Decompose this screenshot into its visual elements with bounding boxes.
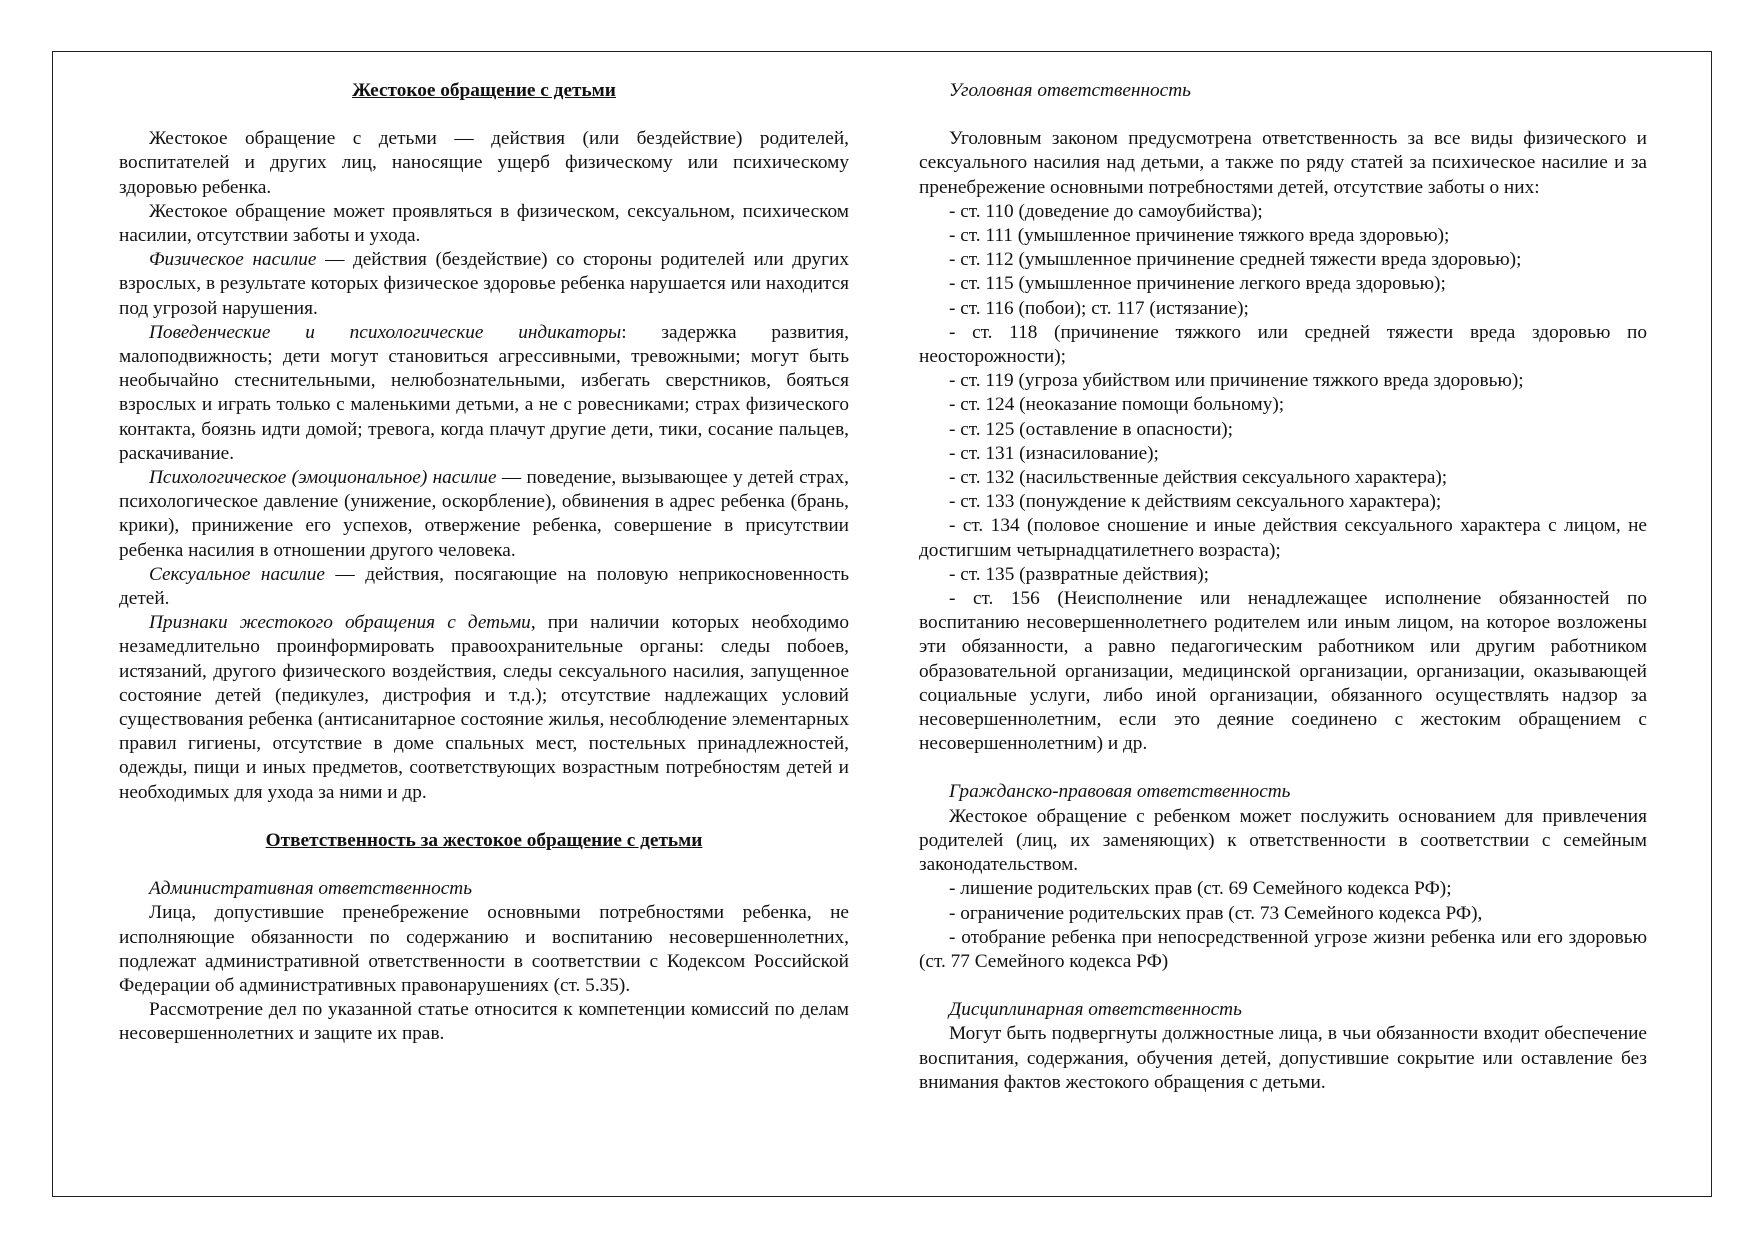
disciplinary-heading: Дисциплинарная ответственность	[949, 999, 1242, 1021]
list-item: - ст. 134 (половое сношение и иные действия сексуального характера с лицом, не достигшим четырнадцатилетнего возраста);	[919, 515, 1647, 561]
criminal-paragraph: Уголовным законом предусмотрена ответственность за все виды физического и сексуального насилия над детьми, а также по ряду статей за психическое насилие и за пренебрежение основными потребностями детей, отсутствие заботы о них:	[919, 128, 1647, 198]
criminal-heading: Уголовная ответственность	[949, 80, 1191, 101]
list-item: - ст. 110 (доведение до самоубийства);	[949, 200, 1263, 222]
list-item: - ст. 119 (угроза убийством или причинение тяжкого вреда здоровью);	[949, 370, 1524, 392]
indicators-text: : задержка развития, малоподвижность; дети могут становиться агрессивными, тревожными; могут быть необычайно стеснительными, нелюбознательными, избегать сверстников, бояться взрослых и играть только с маленькими детьми, а не с ровесниками; страх физического контакта, боязнь идти домой; тревога, когда плачут другие дети, тики, сосание пальцев, раскачивание.	[119, 321, 849, 464]
psychological-violence-paragraph	[119, 466, 849, 563]
civil-measures-list	[919, 877, 1647, 974]
list-item: - ст. 116 (побои); ст. 117 (истязание);	[949, 297, 1249, 319]
forms-paragraph: Жестокое обращение может проявляться в физическом, сексуальном, психическом насилии, отсутствии заботы и ухода.	[119, 200, 849, 247]
indicators-term: Поведенческие и психологические индикаторы	[149, 321, 622, 343]
page-frame	[52, 51, 1712, 1197]
list-item: - ст. 124 (неоказание помощи больному);	[949, 394, 1285, 416]
administrative-paragraph-2: Рассмотрение дел по указанной статье относится к компетенции комиссий по делам несовершеннолетних и защите их прав.	[119, 999, 849, 1045]
list-item: - ст. 135 (развратные действия);	[949, 563, 1210, 585]
physical-violence-term: Физическое насилие	[149, 249, 317, 271]
civil-heading: Гражданско-правовая ответственность	[949, 781, 1291, 803]
sexual-violence-text: — действия, посягающие на половую неприкосновенность детей.	[119, 563, 849, 610]
physical-violence-paragraph	[119, 248, 849, 321]
sexual-violence-term: Сексуальное насилие	[149, 563, 325, 585]
physical-violence-text: — действия (бездействие) со стороны родителей или других взрослых, в результате которых физическое здоровье ребенка нарушается или находится под угрозой нарушения.	[119, 249, 850, 319]
list-item: - ст. 112 (умышленное причинение средней тяжести вреда здоровью);	[949, 249, 1522, 271]
administrative-heading: Административная ответственность	[149, 878, 472, 900]
psychological-violence-term: Психологическое (эмоциональное) насилие	[149, 467, 497, 489]
left-column	[119, 79, 849, 1047]
signs-text: , при наличии которых необходимо незамедлительно проинформировать правоохранительные органы: следы побоев, истязаний, другого физического воздействия, следы сексуального насилия, запущенное состояние детей (педикулез, дистрофия и т.д.); отсутствие надлежащих условий существования ребенка (антисанитарное состояние жилья, несоблюдение элементарных правил гигиены, отсутствие в доме спальных мест, постельных принадлежностей, одежды, пищи и иных предметов, соответствующих возрастным потребностям детей и необходимых для ухода за ними и др.	[119, 612, 849, 803]
list-item: - ст. 131 (изнасилование);	[949, 442, 1159, 464]
list-item: - ст. 118 (причинение тяжкого или средней тяжести вреда здоровью по неосторожности);	[919, 321, 1647, 368]
list-item: - отобрание ребенка при непосредственной угрозе жизни ребенка или его здоровью (ст. 77 Семейного кодекса РФ)	[919, 926, 1647, 972]
list-item: - лишение родительских прав (ст. 69 Семейного кодекса РФ);	[949, 878, 1452, 900]
list-item: - ст. 111 (умышленное причинение тяжкого вреда здоровью);	[949, 225, 1450, 247]
administrative-paragraph-1: Лица, допустившие пренебрежение основными потребностями ребенка, не исполняющие обязанности по содержанию и воспитанию несовершеннолетних, подлежат административной ответственности в соответствии с Кодексом Российской Федерации об административных правонарушениях (ст. 5.35).	[119, 902, 849, 996]
signs-paragraph	[119, 611, 849, 805]
list-item: - ст. 125 (оставление в опасности);	[949, 418, 1234, 440]
civil-paragraph: Жестокое обращение с ребенком может послужить основанием для привлечения родителей (лиц, их заменяющих) к ответственности в соответствии с семейным законодательством.	[919, 805, 1647, 876]
right-column	[919, 79, 1647, 1095]
indicators-paragraph	[119, 321, 849, 466]
signs-term: Признаки жестокого обращения с детьми	[149, 612, 531, 634]
responsibility-title: Ответственность за жестокое обращение с детьми	[265, 829, 703, 851]
main-title: Жестокое обращение с детьми	[352, 80, 616, 101]
list-item: - ст. 133 (понуждение к действиям сексуального характера);	[949, 491, 1442, 513]
list-item: - ст. 156 (Неисполнение или ненадлежащее исполнение обязанностей по воспитанию несовершеннолетнего родителем или иным лицом, на которое возложены эти обязанности, а равно педагогическим работником или другим работником образовательной организации, медицинской организации, организации, оказывающей социальные услуги, либо иной организации, обязанного осуществлять надзор за несовершеннолетним, если это деяние соединено с жестоким обращением с несовершеннолетним) и др.	[919, 588, 1647, 755]
list-item: - ограничение родительских прав (ст. 73 Семейного кодекса РФ),	[949, 902, 1483, 924]
disciplinary-paragraph: Могут быть подвергнуты должностные лица, в чьи обязанности входит обеспечение воспитания, содержания, обучения детей, допустившие сокрытие или оставление без внимания фактов жестокого обращения с детьми.	[919, 1023, 1647, 1093]
criminal-articles-list	[919, 200, 1647, 757]
sexual-violence-paragraph	[119, 563, 849, 611]
list-item: - ст. 132 (насильственные действия сексуального характера);	[949, 467, 1448, 489]
definition-paragraph: Жестокое обращение с детьми — действия (или бездействие) родителей, воспитателей и других лиц, наносящие ущерб физическому или психическому здоровью ребенка.	[119, 128, 849, 198]
list-item: - ст. 115 (умышленное причинение легкого вреда здоровью);	[949, 273, 1446, 295]
psychological-violence-text: — поведение, вызывающее у детей страх, психологическое давление (унижение, оскорбление), обвинения в адрес ребенка (брань, крики), принижение его успехов, отвержение ребенка, совершение в присутствии ребенка насилия в отношении другого человека.	[119, 467, 849, 561]
